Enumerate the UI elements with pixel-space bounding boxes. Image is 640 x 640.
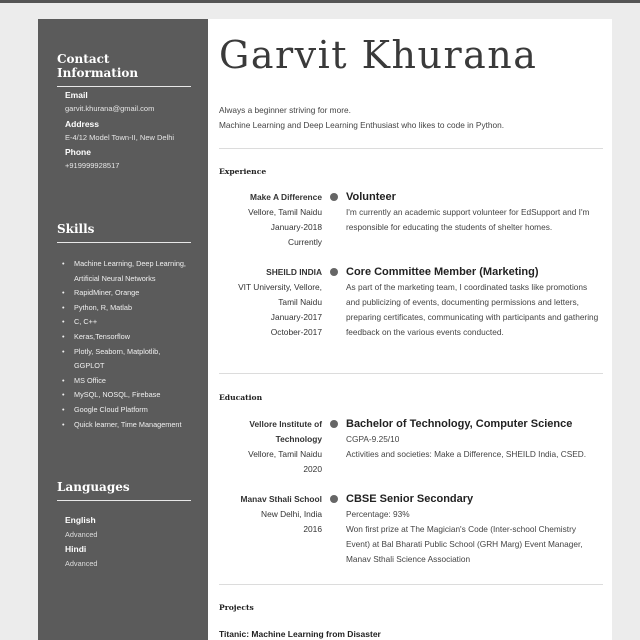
entry-location: VIT University, Vellore, Tamil Naidu [238, 282, 322, 307]
entry-body [346, 492, 601, 567]
entry-title: CBSE Senior Secondary [346, 493, 474, 505]
main-content [219, 19, 603, 640]
entry-detail: Activities and societies: Make a Difference, SHEILD India, CSED. [346, 449, 587, 459]
entry-org: Manav Sthali School [240, 494, 322, 504]
divider [219, 373, 603, 374]
timeline-dot [330, 268, 338, 276]
entry-org: Vellore Institute of Technology [249, 419, 322, 444]
email-label: Email [65, 90, 88, 100]
entry-body [346, 265, 601, 340]
language-name: English [65, 515, 96, 525]
address-value: E-4/12 Model Town-II, New Delhi [65, 132, 175, 142]
entry-meta [219, 492, 322, 537]
skill-item: • C, C++ [62, 315, 192, 330]
project-title: Titanic: Machine Learning from Disaster [219, 629, 381, 639]
entry-body [346, 190, 601, 235]
entry-location: Vellore, Tamil Naidu [248, 449, 322, 459]
skill-item: • Python, R, Matlab [62, 301, 192, 316]
education-heading: Education [219, 393, 263, 402]
entry-title: Bachelor of Technology, Computer Science [346, 418, 573, 430]
entry-detail: Won first prize at The Magician's Code (Inter-school Chemistry Event) at Bal Bharati Public School (GRH Marg) Event Manager, Manav Sthali Science Association [346, 524, 583, 564]
entry-year: 2016 [303, 524, 322, 534]
skill-item: • Keras,Tensorflow [62, 330, 192, 345]
language-name: Hindi [65, 544, 87, 554]
entry-end: Currently [288, 237, 322, 247]
skill-item: • MySQL, NOSQL, Firebase [62, 388, 192, 403]
language-level: Advanced [65, 529, 98, 539]
skill-item: • Machine Learning, Deep Learning, Artificial Neural Networks [62, 257, 192, 286]
divider [219, 584, 603, 585]
timeline-dot [330, 420, 338, 428]
skill-item: • RapidMiner, Orange [62, 286, 192, 301]
entry-body [346, 417, 601, 462]
entry-meta [219, 265, 322, 340]
timeline-dot [330, 495, 338, 503]
divider [219, 148, 603, 149]
phone-value: +919999928517 [65, 161, 120, 170]
entry-year: 2020 [303, 464, 322, 474]
entry-title: Core Committee Member (Marketing) [346, 266, 539, 278]
entry-description: As part of the marketing team, I coordinated tasks like promotions and publicizing of events, documenting permissions and letters, preparing certificates, communicating with participants and gathering feedback on the various events conducted. [346, 282, 599, 337]
entry-start: January-2018 [270, 222, 322, 232]
person-name: Garvit Khurana [219, 33, 538, 77]
languages-list [65, 513, 180, 571]
entry-location: New Delhi, India [261, 509, 322, 519]
skills-list [62, 257, 192, 432]
skills-heading: Skills [57, 222, 191, 243]
skill-item: • MS Office [62, 374, 192, 389]
summary-line: Always a beginner striving for more. [219, 105, 351, 115]
sidebar [38, 19, 208, 640]
entry-location: Vellore, Tamil Naidu [248, 207, 322, 217]
experience-heading: Experience [219, 167, 267, 176]
entry-detail: Percentage: 93% [346, 509, 410, 519]
entry-meta [219, 190, 322, 250]
phone-label: Phone [65, 147, 91, 157]
skill-item: • Quick learner, Time Management [62, 418, 192, 433]
entry-title: Volunteer [346, 191, 396, 203]
projects-heading: Projects [219, 603, 254, 612]
skill-item: • Plotly, Seaborn, Matplotlib, GGPLOT [62, 345, 192, 374]
entry-start: January-2017 [270, 312, 322, 322]
resume-page [38, 19, 612, 640]
entry-detail: CGPA-9.25/10 [346, 434, 400, 444]
entry-description: I'm currently an academic support volunteer for EdSupport and I'm responsible for educating the students of shelter homes. [346, 207, 590, 232]
summary [219, 103, 603, 132]
skill-item: • Google Cloud Platform [62, 403, 192, 418]
entry-end: October-2017 [270, 327, 322, 337]
address-label: Address [65, 118, 100, 129]
entry-meta [219, 417, 322, 477]
top-bar [0, 0, 640, 3]
email-value: garvit.khurana@gmail.com [65, 104, 155, 113]
timeline-dot [330, 193, 338, 201]
language-level: Advanced [65, 558, 98, 568]
entry-org: Make A Difference [250, 192, 322, 202]
summary-line: Machine Learning and Deep Learning Enthusiast who likes to code in Python. [219, 119, 505, 130]
contact-info [65, 88, 180, 174]
contact-heading: Contact Information [57, 52, 191, 87]
entry-org: SHEILD INDIA [266, 267, 322, 277]
languages-heading: Languages [57, 480, 191, 501]
